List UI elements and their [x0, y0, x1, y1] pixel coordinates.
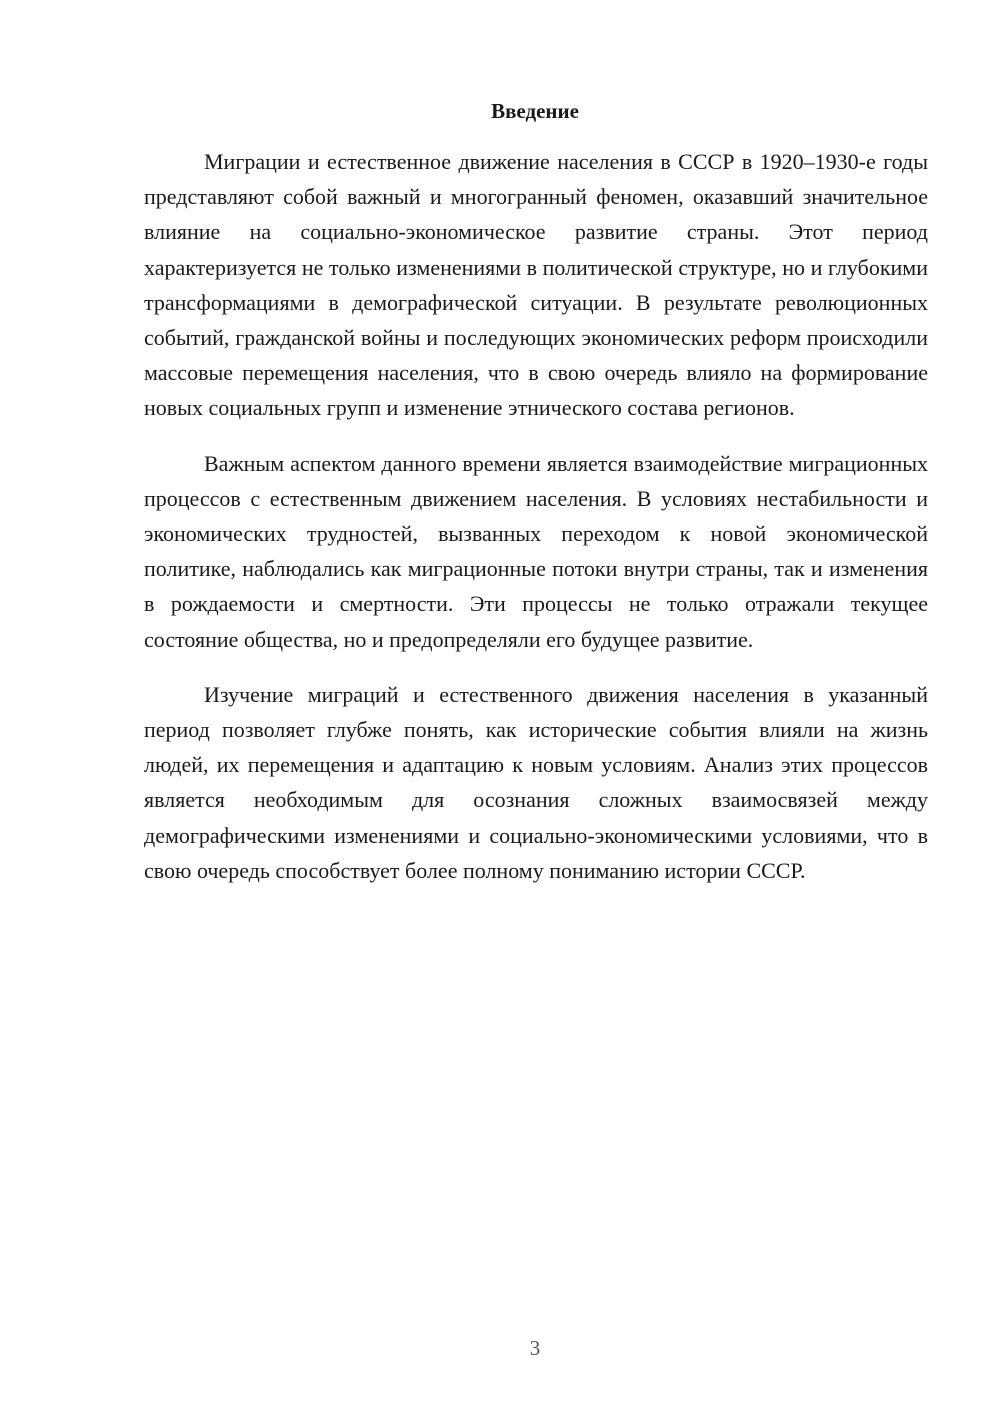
section-heading: Введение: [491, 99, 579, 123]
paragraph-1: Миграции и естественное движение населения в СССР в 1920–1930-е годы представляют собой важный и многогранный феномен, оказавший значительное влияние на социально-экономическое развитие страны. Этот период характеризуется не только изменениями в политической структуре, но и глубокими трансформациями в демографической ситуации. В результате революционных событий, гражданской войны и последующих экономических реформ происходили массовые перемещения населения, что в свою очередь влияло на формирование новых социальных групп и изменение этнического состава регионов.: [144, 149, 928, 421]
page-number: 3: [529, 1336, 541, 1360]
paragraph-2: Важным аспектом данного времени является взаимодействие миграционных процессов с естественным движением населения. В условиях нестабильности и экономических трудностей, вызванных переходом к новой экономической политике, наблюдались как миграционные потоки внутри страны, так и изменения в рождаемости и смертности. Эти процессы не только отражали текущее состояние общества, но и предопределяли его будущее развитие.: [144, 450, 928, 652]
body-text: [144, 144, 928, 908]
paragraph-3: Изучение миграций и естественного движения населения в указанный период позволяет глубже понять, как исторические события влияли на жизнь людей, их перемещения и адаптацию к новым условиям. Анализ этих процессов является необходимым для осознания сложных взаимосвязей между демографическими изменениями и социально-экономическими условиями, что в свою очередь способствует более полному пониманию истории СССР.: [144, 681, 928, 883]
